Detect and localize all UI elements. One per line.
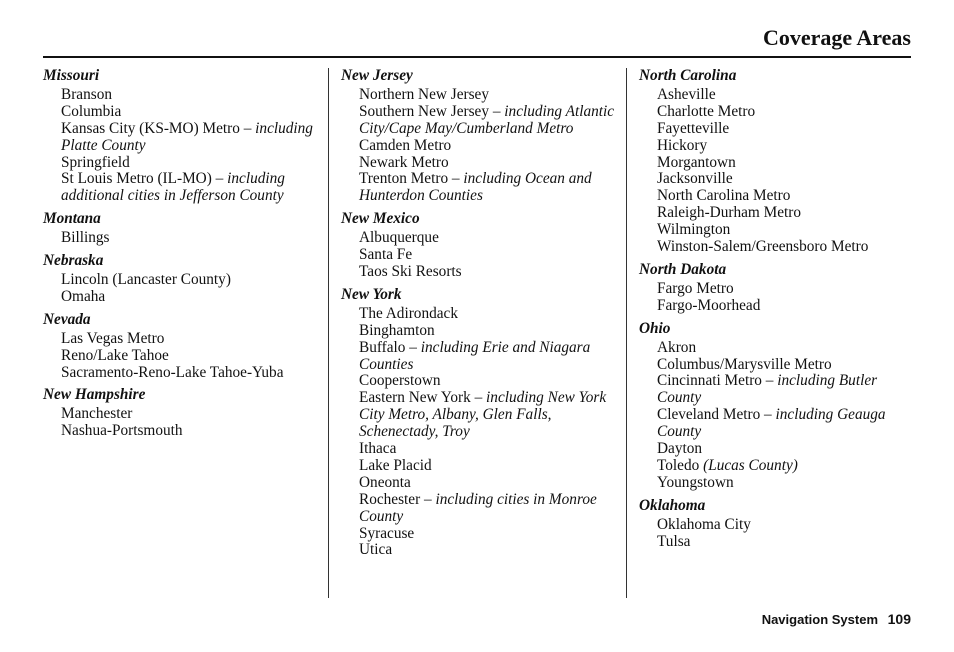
- area-list: [657, 517, 914, 551]
- coverage-area: [657, 188, 914, 205]
- area-name: Northern New Jersey: [359, 85, 489, 103]
- area-name: Cooperstown: [359, 372, 441, 390]
- area-name: Charlotte Metro: [657, 102, 756, 120]
- coverage-area: [359, 138, 626, 155]
- coverage-area: [359, 475, 626, 492]
- area-name: Ithaca: [359, 440, 397, 458]
- page-number: 109: [887, 611, 911, 627]
- area-note: including cities in Monroe County: [359, 490, 597, 525]
- coverage-area: [359, 526, 626, 543]
- column-divider: [626, 68, 627, 598]
- area-list: [359, 87, 626, 205]
- area-name: Lake Placid: [359, 456, 432, 474]
- area-name: Morgantown: [657, 153, 736, 171]
- coverage-area: [359, 373, 626, 390]
- coverage-area: [657, 340, 914, 357]
- coverage-area: [61, 104, 323, 121]
- area-name: Columbia: [61, 102, 122, 120]
- coverage-area: [657, 87, 914, 104]
- area-name: Binghamton: [359, 321, 435, 339]
- state-heading: New Hampshire: [43, 386, 146, 404]
- coverage-area: [657, 373, 914, 407]
- area-name: Albuquerque: [359, 229, 439, 247]
- area-list: [61, 331, 323, 382]
- state-heading: North Dakota: [639, 260, 727, 278]
- coverage-area: [61, 230, 323, 247]
- state-heading: North Carolina: [639, 67, 737, 84]
- area-note: including Butler County: [657, 372, 878, 407]
- coverage-area: [61, 289, 323, 306]
- area-name: Wilmington: [657, 221, 731, 239]
- coverage-area: [657, 407, 914, 441]
- coverage-area: [359, 264, 626, 281]
- column-2: [341, 68, 626, 559]
- area-name: Las Vegas Metro: [61, 329, 165, 347]
- state-heading: Montana: [43, 210, 101, 228]
- coverage-area: [657, 458, 914, 475]
- area-name: The Adirondack: [359, 304, 458, 322]
- area-note: (Lucas County): [703, 456, 798, 474]
- area-list: [61, 87, 323, 205]
- area-list: [61, 406, 323, 440]
- area-name: Reno/Lake Tahoe: [61, 346, 169, 364]
- area-name: Eastern New York –: [359, 389, 487, 407]
- area-name: Sacramento-Reno-Lake Tahoe-Yuba: [61, 363, 284, 381]
- state-heading: New York: [341, 285, 402, 303]
- coverage-area: [657, 239, 914, 256]
- state-heading: Nevada: [43, 310, 91, 328]
- footer-label: Navigation System: [761, 612, 879, 627]
- area-name: Oneonta: [359, 473, 411, 491]
- coverage-area: [61, 121, 323, 155]
- area-list: [359, 230, 626, 281]
- area-name: Utica: [359, 541, 393, 559]
- area-name: Buffalo –: [359, 338, 421, 356]
- area-name: Manchester: [61, 405, 133, 423]
- coverage-area: [61, 406, 323, 423]
- area-name: Columbus/Marysville Metro: [657, 355, 832, 373]
- coverage-area: [359, 458, 626, 475]
- coverage-area: [657, 298, 914, 315]
- area-name: Raleigh-Durham Metro: [657, 204, 802, 222]
- state-heading: Oklahoma: [639, 496, 706, 514]
- coverage-area: [657, 205, 914, 222]
- area-name: St Louis Metro (IL-MO) –: [61, 170, 228, 188]
- area-name: Cincinnati Metro –: [657, 372, 778, 390]
- area-name: Oklahoma City: [657, 515, 751, 533]
- page-footer: [762, 611, 911, 627]
- coverage-area: [359, 104, 626, 138]
- area-list: [61, 230, 323, 247]
- area-name: Akron: [657, 338, 697, 356]
- area-note: including additional cities in Jefferson County: [61, 170, 285, 205]
- column-1: [43, 68, 323, 440]
- area-name: Fargo-Moorhead: [657, 296, 761, 314]
- area-name: Cleveland Metro –: [657, 406, 776, 424]
- coverage-area: [61, 171, 323, 205]
- area-name: Fayetteville: [657, 119, 730, 137]
- area-name: Kansas City (KS-MO) Metro –: [61, 119, 256, 137]
- coverage-area: [359, 87, 626, 104]
- area-name: Taos Ski Resorts: [359, 262, 462, 280]
- area-list: [657, 281, 914, 315]
- state-heading: New Jersey: [341, 67, 413, 84]
- coverage-area: [359, 542, 626, 559]
- area-name: Jacksonville: [657, 170, 733, 188]
- coverage-area: [657, 222, 914, 239]
- area-name: Youngstown: [657, 473, 734, 491]
- area-name: Asheville: [657, 85, 716, 103]
- coverage-area: [359, 171, 626, 205]
- area-note: including Geauga County: [657, 406, 886, 441]
- coverage-area: [61, 423, 323, 440]
- area-name: Fargo Metro: [657, 279, 734, 297]
- area-name: Tulsa: [657, 532, 691, 550]
- coverage-area: [61, 155, 323, 172]
- area-name: Newark Metro: [359, 153, 449, 171]
- coverage-area: [359, 340, 626, 374]
- area-name: Santa Fe: [359, 246, 413, 264]
- column-3: [639, 68, 914, 550]
- area-name: North Carolina Metro: [657, 187, 791, 205]
- area-list: [657, 340, 914, 492]
- coverage-area: [61, 348, 323, 365]
- area-name: Rochester –: [359, 490, 436, 508]
- area-list: [61, 272, 323, 306]
- coverage-area: [657, 517, 914, 534]
- area-name: Trenton Metro –: [359, 170, 464, 188]
- area-note: including Atlantic City/Cape May/Cumberland Metro: [359, 102, 615, 137]
- coverage-area: [657, 171, 914, 188]
- coverage-area: [359, 155, 626, 172]
- area-name: Branson: [61, 85, 112, 103]
- title-divider: [43, 56, 911, 58]
- coverage-area: [359, 492, 626, 526]
- area-name: Springfield: [61, 153, 130, 171]
- area-name: Toledo: [657, 456, 704, 474]
- coverage-area: [359, 323, 626, 340]
- coverage-area: [657, 121, 914, 138]
- coverage-area: [657, 441, 914, 458]
- area-list: [657, 87, 914, 256]
- coverage-area: [61, 331, 323, 348]
- coverage-area: [657, 104, 914, 121]
- area-name: Billings: [61, 229, 110, 247]
- area-name: Winston-Salem/Greensboro Metro: [657, 238, 869, 256]
- coverage-area: [359, 230, 626, 247]
- coverage-area: [657, 138, 914, 155]
- coverage-area: [657, 155, 914, 172]
- coverage-area: [657, 281, 914, 298]
- coverage-area: [657, 357, 914, 374]
- state-heading: Ohio: [639, 319, 671, 337]
- area-name: Hickory: [657, 136, 708, 154]
- coverage-area: [61, 272, 323, 289]
- state-heading: Missouri: [43, 67, 100, 84]
- area-name: Southern New Jersey –: [359, 102, 505, 120]
- area-note: including Ocean and Hunterdon Counties: [359, 170, 592, 205]
- coverage-area: [61, 87, 323, 104]
- area-list: [359, 306, 626, 560]
- coverage-area: [359, 441, 626, 458]
- area-note: including Platte County: [61, 119, 313, 154]
- coverage-area: [359, 306, 626, 323]
- area-note: including Erie and Niagara Counties: [359, 338, 591, 373]
- coverage-area: [359, 390, 626, 441]
- area-name: Dayton: [657, 440, 703, 458]
- area-name: Camden Metro: [359, 136, 452, 154]
- state-heading: New Mexico: [341, 210, 420, 228]
- column-divider: [328, 68, 329, 598]
- area-name: Lincoln (Lancaster County): [61, 270, 231, 288]
- coverage-area: [657, 534, 914, 551]
- area-name: Omaha: [61, 287, 106, 305]
- area-note: including New York City Metro, Albany, Glen Falls, Schenectady, Troy: [359, 389, 607, 441]
- state-heading: Nebraska: [43, 252, 104, 270]
- coverage-area: [657, 475, 914, 492]
- area-name: Nashua-Portsmouth: [61, 422, 183, 440]
- coverage-area: [359, 247, 626, 264]
- page-title: Coverage Areas: [762, 25, 911, 50]
- coverage-area: [61, 365, 323, 382]
- area-name: Syracuse: [359, 524, 415, 542]
